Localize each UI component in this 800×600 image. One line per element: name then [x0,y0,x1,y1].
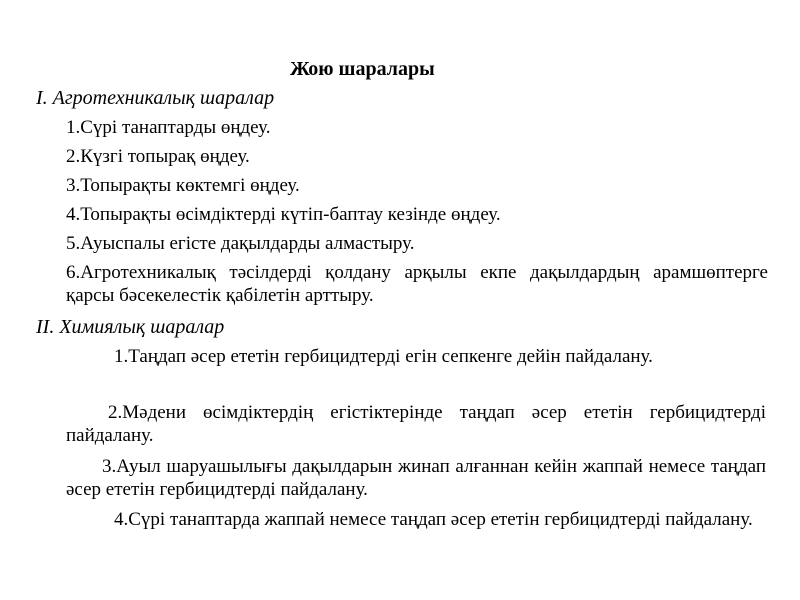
agro-item-1: 1.Сүрі танаптарды өңдеу. [66,117,271,138]
agro-item-2: 2.Күзгі топырақ өңдеу. [66,146,250,167]
agro-item-3: 3.Топырақты көктемгі өңдеу. [66,175,300,196]
agro-item-5: 5.Ауыспалы егісте дақылдарды алмастыру. [66,233,415,254]
section-heading-agrotechnical: I. Агротехникалық шаралар [36,87,275,109]
agro-item-6: 6.Агротехникалық тәсілдерді қолдану арқылы екпе дақылдардың арамшөптерге қарсы бәсекелестік қабілетін арттыру. [66,262,768,306]
chem-item-2: 2.Мәдени өсімдіктердің егістіктерінде таңдап әсер ететін гербицидтерді пайдалану. [66,402,766,446]
agro-item-4: 4.Топырақты өсімдіктерді күтіп-баптау кезінде өңдеу. [66,204,501,225]
chem-item-3: 3.Ауыл шаруашылығы дақылдарын жинап алғаннан кейін жаппай немесе таңдап әсер ететін гербицидтерді пайдалану. [66,456,766,500]
chem-item-4: 4.Сүрі танаптарда жаппай немесе таңдап әсер ететін гербицидтерді пайдалану. [114,509,753,530]
chem-item-1: 1.Таңдап әсер ететін гербицидтерді егін сепкенге дейін пайдалану. [114,346,653,367]
document-title: Жою шаралары [290,58,435,80]
section-heading-chemical: II. Химиялық шаралар [36,316,225,338]
